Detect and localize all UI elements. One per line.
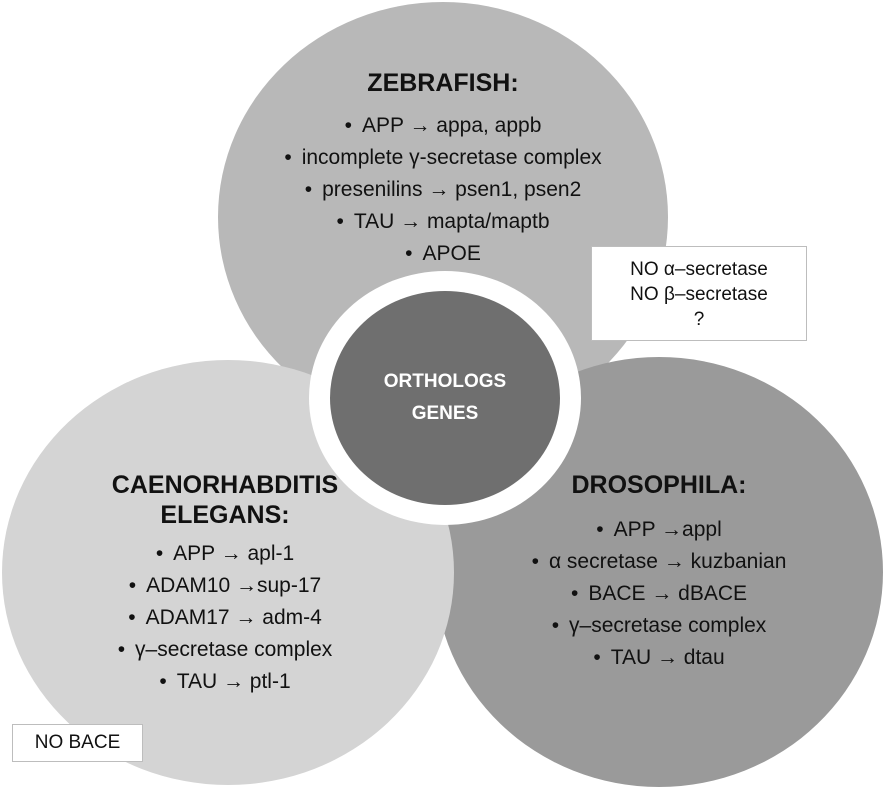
list-item: • presenilins → psen1, psen2 bbox=[230, 174, 656, 206]
list-item: • BACE → dBACE bbox=[460, 578, 858, 610]
no-bace-note: NO BACE bbox=[12, 724, 143, 762]
list-item: • APP → apl-1 bbox=[40, 538, 410, 570]
list-item: • γ–secretase complex bbox=[40, 634, 410, 666]
celegans-title-line2: ELEGANS: bbox=[160, 501, 290, 529]
drosophila-title: DROSOPHILA: bbox=[571, 471, 747, 499]
list-item: • TAU → dtau bbox=[460, 642, 858, 674]
list-item: • TAU → ptl-1 bbox=[40, 666, 410, 698]
center-label-line1: ORTHOLOGS bbox=[383, 371, 507, 392]
list-item: • α secretase → kuzbanian bbox=[460, 546, 858, 578]
celegans-title-line1: CAENORHABDITIS bbox=[111, 471, 339, 499]
list-item: • APP →appl bbox=[460, 514, 858, 546]
list-item: • APOE bbox=[230, 238, 656, 270]
celegans-list bbox=[40, 538, 410, 698]
celegans-block bbox=[40, 470, 410, 698]
center-label-line2: GENES bbox=[411, 403, 479, 424]
zebrafish-title: ZEBRAFISH: bbox=[367, 69, 519, 97]
drosophila-block bbox=[460, 470, 858, 674]
list-item: • ADAM10 →sup-17 bbox=[40, 570, 410, 602]
drosophila-list bbox=[460, 514, 858, 674]
no-secretase-note bbox=[591, 246, 807, 341]
list-item: • APP → appa, appb bbox=[230, 110, 656, 142]
note-line: NO α–secretase bbox=[630, 259, 768, 280]
list-item: • γ–secretase complex bbox=[460, 610, 858, 642]
list-item: • ADAM17 → adm-4 bbox=[40, 602, 410, 634]
list-item: • TAU → mapta/maptb bbox=[230, 206, 656, 238]
note-line: ? bbox=[693, 309, 705, 330]
list-item: • incomplete γ-secretase complex bbox=[230, 142, 656, 174]
zebrafish-block bbox=[230, 68, 656, 270]
celegans-title bbox=[40, 470, 410, 530]
note-line: NO β–secretase bbox=[630, 284, 768, 305]
